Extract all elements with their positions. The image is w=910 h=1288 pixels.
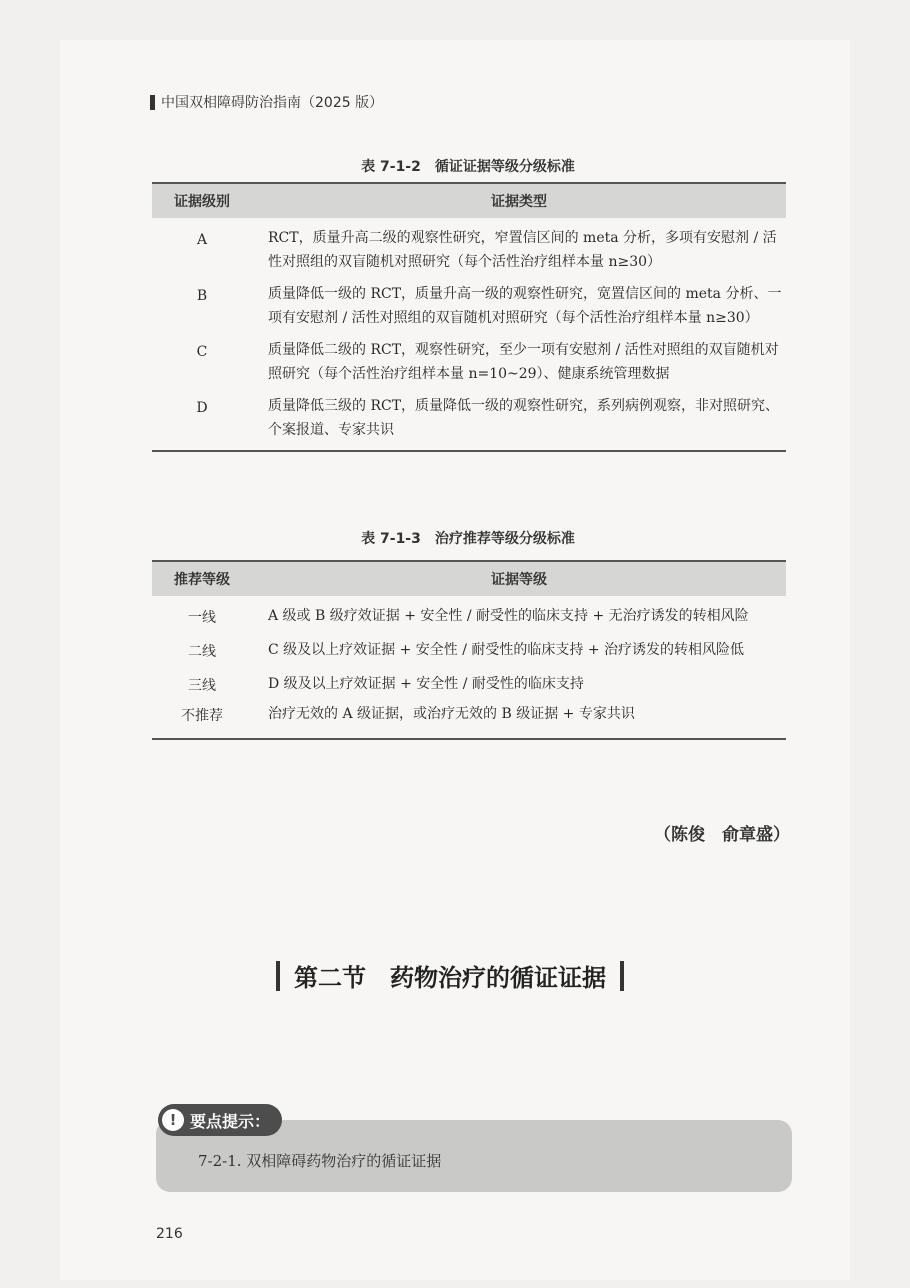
heading-bar-left [276,961,280,991]
row-text: C 级及以上疗效证据 + 安全性 / 耐受性的临床支持 + 治疗诱发的转相风险低 [268,642,745,658]
table-row [152,394,786,452]
running-head-marker [150,95,155,110]
table1-caption: 表 7-1-2 循证证据等级分级标准 [361,159,575,175]
row-text: 质量降低二级的 RCT，观察性研究，至少一项有安慰剂 / 活性对照组的双盲随机对照研究（每个活性治疗组样本量 n=10~29）、健康系统管理数据 [268,342,779,382]
table-header [152,560,786,596]
row-level: C [196,344,208,360]
running-head [150,92,383,112]
table-row [152,604,786,630]
exclamation-icon: ! [162,1109,184,1131]
row-level: 三线 [188,678,216,694]
recommendation-level-table [152,560,786,740]
author-attribution: （陈俊 俞章盛） [654,825,790,845]
section-heading [276,958,624,993]
table-row [152,226,786,274]
table-header [152,182,786,218]
table2-caption: 表 7-1-3 治疗推荐等级分级标准 [361,531,575,547]
header-recommendation-level: 推荐等级 [174,572,230,588]
heading-bar-right [620,961,624,991]
row-text: D 级及以上疗效证据 + 安全性 / 耐受性的临床支持 [268,676,584,692]
evidence-level-table [152,182,786,452]
header-evidence-type: 证据类型 [491,194,547,210]
key-points-label [158,1104,282,1136]
header-evidence-grade: 证据等级 [491,572,547,588]
row-level: B [196,288,208,304]
row-level: 不推荐 [181,708,223,724]
table-row [152,702,786,740]
section-title-text: 第二节 药物治疗的循证证据 [294,964,606,992]
table-row [152,672,786,698]
row-level: D [196,400,208,416]
key-point-item: 7-2-1. 双相障碍药物治疗的循证证据 [198,1152,442,1170]
row-level: 二线 [188,644,216,660]
table-row [152,338,786,386]
row-text: 质量降低三级的 RCT，质量降低一级的观察性研究，系列病例观察，非对照研究、个案报道、专家共识 [268,398,780,438]
row-level: A [196,232,208,248]
table-row [152,282,786,330]
header-evidence-level: 证据级别 [174,194,230,210]
running-head-text: 中国双相障碍防治指南（2025 版） [161,95,384,111]
table-row [152,638,786,664]
row-text: RCT，质量升高二级的观察性研究，窄置信区间的 meta 分析，多项有安慰剂 / 活性对照组的双盲随机对照研究（每个活性治疗组样本量 n≥30） [268,230,777,270]
key-points-label-text: 要点提示： [190,1111,271,1131]
row-text: 质量降低一级的 RCT，质量升高一级的观察性研究，宽置信区间的 meta 分析、一项有安慰剂 / 活性对照组的双盲随机对照研究（每个活性治疗组样本量 n≥30） [268,286,782,326]
row-text: 治疗无效的 A 级证据，或治疗无效的 B 级证据 + 专家共识 [268,706,635,722]
row-text: A 级或 B 级疗效证据 + 安全性 / 耐受性的临床支持 + 无治疗诱发的转相风险 [268,608,749,624]
row-level: 一线 [188,610,216,626]
page-number: 216 [156,1226,183,1242]
